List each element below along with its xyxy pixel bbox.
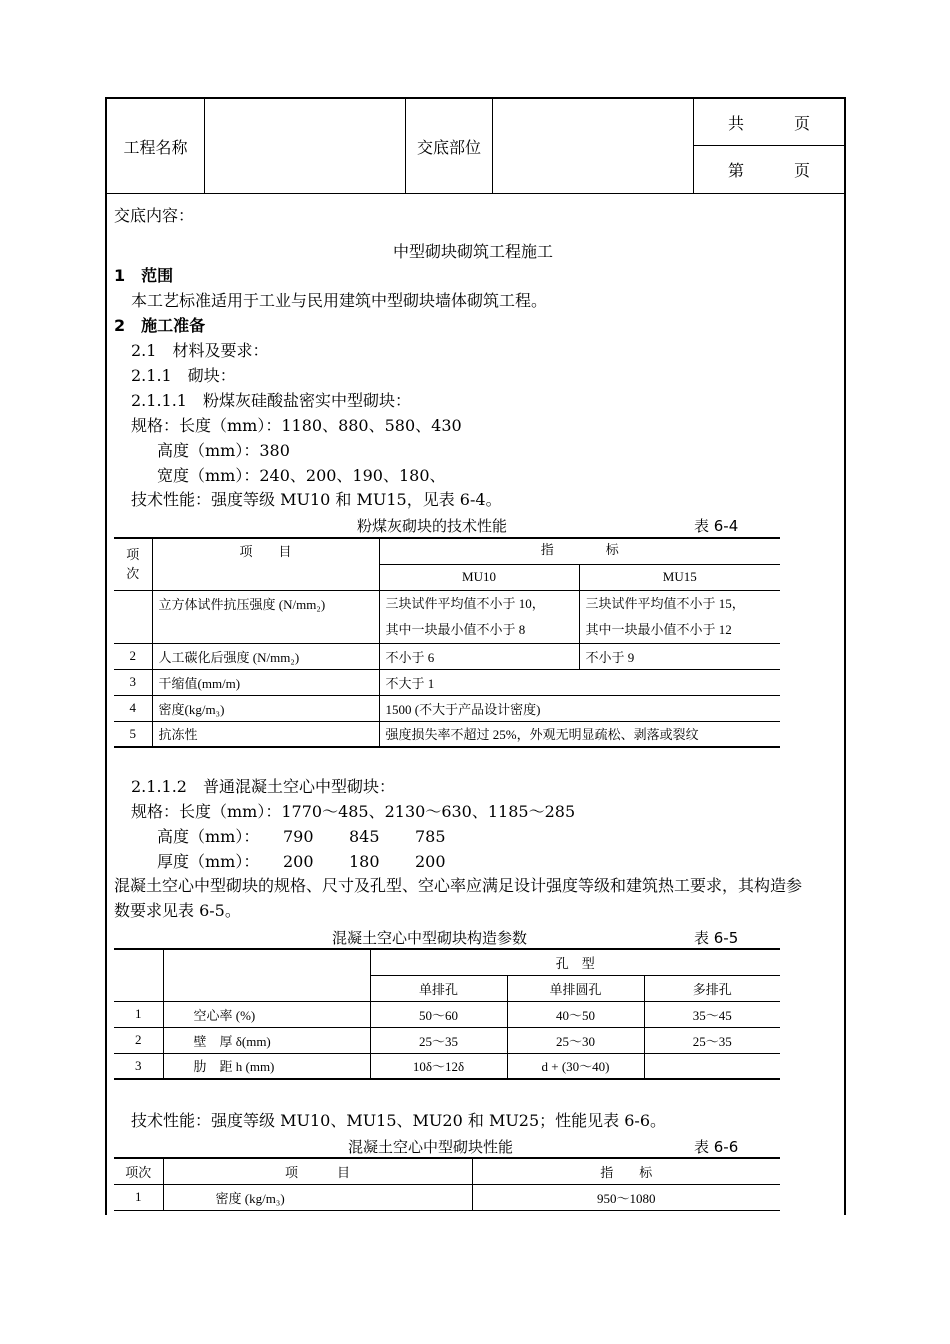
spec-height: 高度（mm）：380 xyxy=(157,441,290,460)
table-6-5-title: 混凝土空心中型砌块构造参数 xyxy=(332,929,528,947)
total-label: 共 xyxy=(727,113,744,133)
location-value xyxy=(493,99,694,193)
col-item-header: 项 目 xyxy=(163,1158,472,1184)
table-row: 1 密度 (kg/m₃) 950～1080 xyxy=(114,1184,780,1210)
section-2-heading: 2 施工准备 xyxy=(114,316,206,335)
table-row: 4 密度(kg/m₃) 1500 (不大于产品设计密度) xyxy=(114,695,780,721)
col-single-row: 单排孔 xyxy=(370,975,507,1001)
section-2-1-1-1: 2.1.1.1 粉煤灰硅酸盐密实中型砌块： xyxy=(131,391,411,410)
table-row: 立方体试件抗压强度 (N/mm₂) 三块试件平均值不小于 10， 其中一块最小值不小于 8 三块试件平均值不小于 15， 其中一块最小值不小于 12 xyxy=(114,590,780,643)
col-multi-row: 多排孔 xyxy=(644,975,780,1001)
col-mu15-header: MU15 xyxy=(579,564,780,590)
spec2-thickness-3: 200 xyxy=(415,852,446,871)
spec2-length: 规格：长度（mm）：1770～485、2130～630、1185～285 xyxy=(131,802,576,821)
table-6-5-number: 表 6-5 xyxy=(694,929,739,947)
col-mu10-header: MU10 xyxy=(379,564,579,590)
doc-title: 中型砌块砌筑工程施工 xyxy=(393,242,554,261)
content-label: 交底内容： xyxy=(114,206,195,225)
table-row: 1 空心率 (%) 50～60 40～50 35～45 xyxy=(114,1001,780,1027)
col-single-round: 单排圆孔 xyxy=(507,975,644,1001)
col-item-header: 项 目 xyxy=(152,538,379,590)
spec2-height-label: 高度（mm）： xyxy=(157,827,260,846)
section-1-body: 本工艺标准适用于工业与民用建筑中型砌块墙体砌筑工程。 xyxy=(131,291,548,310)
table-row: 3 肋 距 h (mm) 10δ～12δ d + (30～40) xyxy=(114,1053,780,1079)
paragraph-line-2: 数要求见表 6-5。 xyxy=(114,901,241,920)
header-table xyxy=(107,99,844,194)
spec2-height-1: 790 xyxy=(283,827,314,846)
section-2-1-1-2: 2.1.1.2 普通混凝土空心中型砌块： xyxy=(131,777,395,796)
total-suffix: 页 xyxy=(794,113,811,133)
location-label: 交底部位 xyxy=(406,99,493,193)
section-1-heading: 1 范围 xyxy=(114,266,174,285)
spec-width: 宽度（mm）：240、200、190、180、 xyxy=(157,466,446,485)
table-6-6 xyxy=(114,1157,780,1211)
page-suffix: 页 xyxy=(794,160,811,180)
tech-performance: 技术性能：强度等级 MU10 和 MU15，见表 6-4。 xyxy=(131,490,502,509)
section-2-1-1: 2.1.1 砌块： xyxy=(131,366,236,385)
section-2-1: 2.1 材料及要求： xyxy=(131,341,269,360)
spec2-thickness-1: 200 xyxy=(283,852,314,871)
tech-performance-2: 技术性能：强度等级 MU10、MU15、MU20 和 MU25；性能见表 6-6。 xyxy=(131,1111,667,1130)
col-no-header: 项次 xyxy=(114,538,152,590)
spec-length: 规格：长度（mm）：1180、880、580、430 xyxy=(131,416,462,435)
table-row: 2 壁 厚 δ(mm) 25～35 25～30 25～35 xyxy=(114,1027,780,1053)
total-pages xyxy=(694,99,844,146)
project-name-label: 工程名称 xyxy=(107,99,205,193)
table-6-4-number: 表 6-4 xyxy=(694,517,739,535)
table-6-4-title: 粉煤灰砌块的技术性能 xyxy=(357,517,508,535)
spec2-height-2: 845 xyxy=(349,827,380,846)
spec2-height-3: 785 xyxy=(415,827,446,846)
col-index-header: 指 标 xyxy=(379,538,780,564)
table-6-5 xyxy=(114,948,780,1080)
table-row: 3 干缩值(mm/m) 不大于 1 xyxy=(114,669,780,695)
paragraph-line-1: 混凝土空心中型砌块的规格、尺寸及孔型、空心率应满足设计强度等级和建筑热工要求，其构造参 xyxy=(114,876,803,895)
table-6-6-number: 表 6-6 xyxy=(694,1138,739,1156)
page-number xyxy=(694,146,844,192)
table-6-4 xyxy=(114,537,780,748)
page-label: 第 xyxy=(727,160,744,180)
spec2-thickness-label: 厚度（mm）： xyxy=(157,852,260,871)
table-row: 5 抗冻性 强度损失率不超过 25%，外观无明显疏松、剥落或裂纹 xyxy=(114,721,780,747)
project-name-value xyxy=(205,99,406,193)
table-6-6-title: 混凝土空心中型砌块性能 xyxy=(348,1138,514,1156)
table-row: 2 人工碳化后强度 (N/mm₂) 不小于 6 不小于 9 xyxy=(114,643,780,669)
col-no-header: 项次 xyxy=(114,1158,163,1184)
hole-type-header: 孔 型 xyxy=(370,949,780,975)
spec2-thickness-2: 180 xyxy=(349,852,380,871)
col-index-header: 指 标 xyxy=(472,1158,780,1184)
